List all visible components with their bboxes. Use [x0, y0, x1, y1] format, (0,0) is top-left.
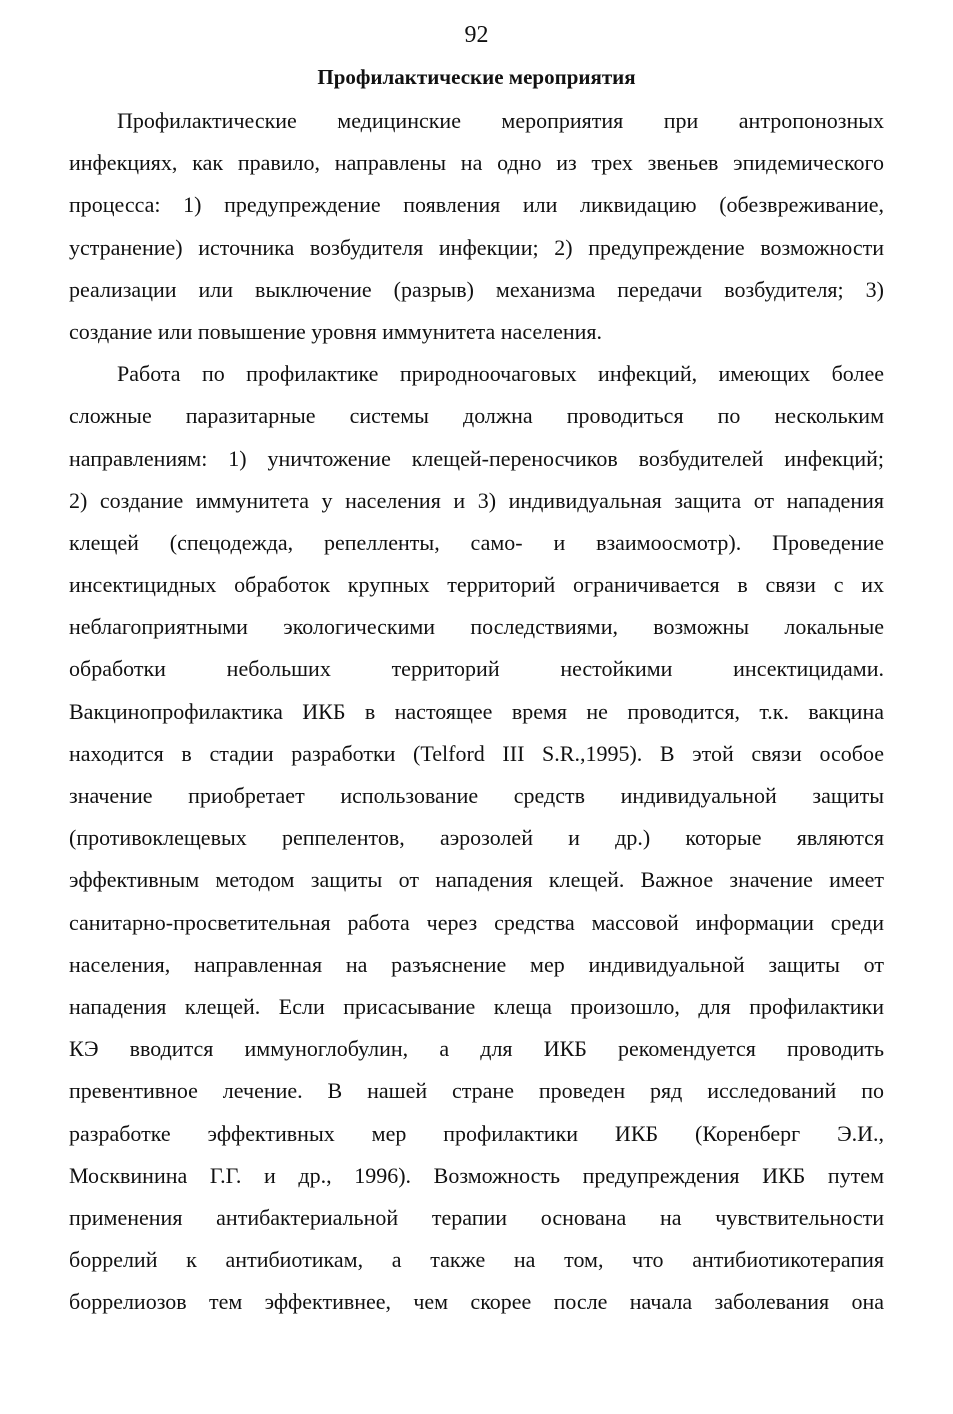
- text-line: применения антибактериальной терапии основана на чувствительности: [69, 1204, 884, 1230]
- text-line: инсектицидных обработок крупных территорий ограничивается в связи с их: [69, 572, 884, 598]
- text-line: реализации или выключение (разрыв) механизма передачи возбудителя; 3): [69, 276, 884, 302]
- text-line: устранение) источника возбудителя инфекции; 2) предупреждение возможности: [69, 234, 884, 260]
- text-line: эффективным методом защиты от нападения клещей. Важное значение имеет: [69, 867, 884, 893]
- text-line: Профилактические медицинские мероприятия при антропонозных: [117, 108, 884, 133]
- text-line: значение приобретает использование средств индивидуальной защиты: [69, 783, 884, 808]
- text-line: нападения клещей. Если присасывание клеща произошло, для профилактики: [69, 993, 884, 1019]
- text-line: населения, направленная на разъяснение мер индивидуальной защиты от: [69, 951, 884, 977]
- text-line: боррелиозов тем эффективнее, чем скорее после начала заболевания она: [69, 1289, 884, 1315]
- text-line: направлениям: 1) уничтожение клещей-переносчиков возбудителей инфекций;: [69, 445, 884, 471]
- text-line: Вакцинопрофилактика ИКБ в настоящее время не проводится, т.к. вакцина: [69, 698, 884, 724]
- text-line: процесса: 1) предупреждение появления или ликвидацию (обезвреживание,: [69, 192, 884, 218]
- text-line: Работа по профилактике природноочаговых инфекций, имеющих более: [117, 361, 884, 387]
- text-line: неблагоприятными экологическими последствиями, возможны локальные: [69, 614, 884, 640]
- text-line: КЭ вводится иммуноглобулин, а для ИКБ рекомендуется проводить: [69, 1036, 884, 1062]
- text-line: (противоклещевых реппелентов, аэрозолей и др.) которые являются: [69, 825, 884, 851]
- text-line: разработке эффективных мер профилактики ИКБ (Коренберг Э.И.,: [69, 1120, 884, 1146]
- text-line: инфекциях, как правило, направлены на одно из трех звеньев эпидемического: [69, 150, 884, 176]
- text-line: клещей (спецодежда, репелленты, само- и взаимоосмотр). Проведение: [69, 529, 884, 555]
- section-title: Профилактические мероприятия: [317, 65, 636, 89]
- body-text: [69, 100, 884, 1323]
- text-line: создание или повышение уровня иммунитета населения.: [69, 318, 603, 344]
- text-line: санитарно-просветительная работа через средства массовой информации среди: [69, 909, 884, 935]
- text-line: находится в стадии разработки (Telford III S.R.,1995). В этой связи особое: [69, 740, 884, 766]
- text-line: обработки небольших территорий нестойкими инсектицидами.: [69, 656, 884, 682]
- text-line: сложные паразитарные системы должна проводиться по нескольким: [69, 403, 884, 429]
- text-line: 2) создание иммунитета у населения и 3) индивидуальная защита от нападения: [69, 487, 884, 513]
- text-line: боррелий к антибиотикам, а также на том, что антибиотикотерапия: [69, 1247, 884, 1273]
- text-line: превентивное лечение. В нашей стране проведен ряд исследований по: [69, 1078, 884, 1104]
- page-number: 92: [464, 22, 489, 48]
- text-line: Москвинина Г.Г. и др., 1996). Возможность предупреждения ИКБ путем: [69, 1162, 884, 1188]
